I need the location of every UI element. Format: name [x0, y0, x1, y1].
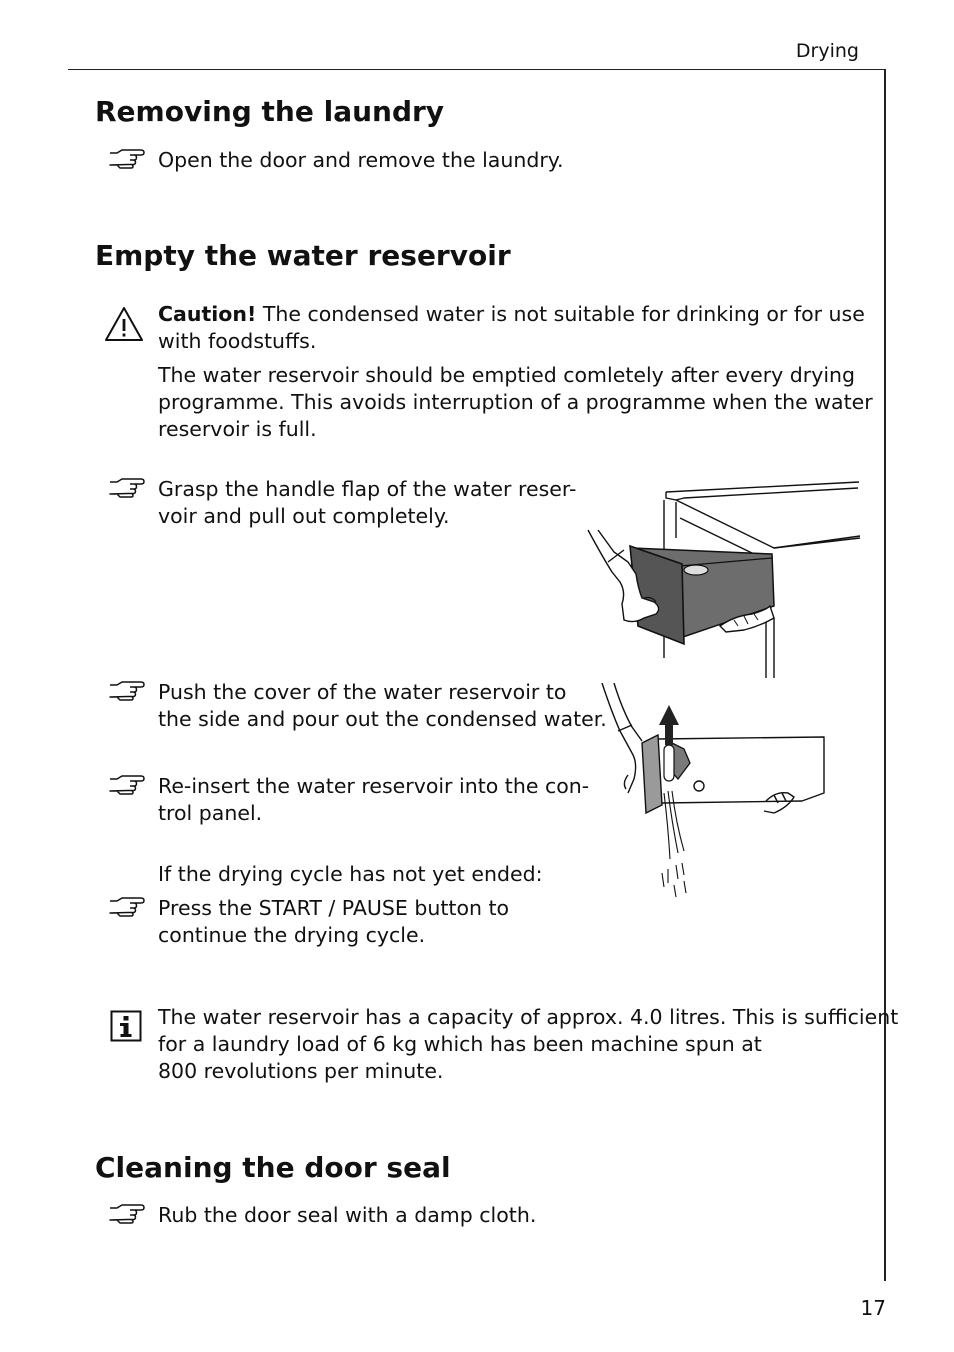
reservoir-step-4-line-2: continue the drying cycle. [158, 923, 426, 947]
reservoir-step-3-line-1: Re-insert the water reservoir into the con- [158, 774, 590, 798]
reservoir-step-3-line-2: trol panel. [158, 801, 263, 825]
caution-line-2: with foodstuffs. [158, 329, 317, 353]
margin-rule [884, 69, 886, 1281]
warning-triangle-icon [104, 306, 144, 342]
info-line-3: 800 revolutions per minute. [158, 1059, 444, 1083]
pointing-hand-icon [108, 897, 146, 917]
info-icon [110, 1010, 142, 1042]
reservoir-step-2-line-1: Push the cover of the water reservoir to [158, 680, 567, 704]
pointing-hand-icon [108, 149, 146, 169]
door-seal-step-1: Rub the door seal with a damp cloth. [158, 1203, 537, 1227]
pointing-hand-icon [108, 681, 146, 701]
section-title-removing-laundry: Removing the laundry [95, 95, 445, 128]
pointing-hand-icon [108, 775, 146, 795]
pull-out-reservoir-illustration [584, 478, 862, 678]
header-section-title: Drying [795, 40, 859, 62]
section-title-empty-reservoir: Empty the water reservoir [95, 239, 511, 272]
caution-label: Caution! [158, 302, 257, 326]
page-number: 17 [860, 1296, 886, 1320]
drying-cycle-condition: If the drying cycle has not yet ended: [158, 862, 543, 886]
pour-out-water-illustration [598, 683, 830, 903]
section-title-door-seal: Cleaning the door seal [95, 1151, 451, 1184]
removing-step-1: Open the door and remove the laundry. [158, 148, 564, 172]
reservoir-step-1-line-1: Grasp the handle flap of the water reser- [158, 477, 577, 501]
caution-text: The condensed water is not suitable for drinking or for use [256, 302, 865, 326]
reservoir-step-4-line-1: Press the START / PAUSE button to [158, 896, 510, 920]
note-line-2: programme. This avoids interruption of a programme when the water [158, 390, 873, 414]
note-line-3: reservoir is full. [158, 417, 317, 441]
caution-line-1 [158, 301, 865, 328]
reservoir-step-1-line-2: voir and pull out completely. [158, 504, 450, 528]
pointing-hand-icon [108, 1204, 146, 1224]
info-line-2: for a laundry load of 6 kg which has been machine spun at [158, 1032, 762, 1056]
info-line-1: The water reservoir has a capacity of approx. 4.0 litres. This is sufficient [158, 1005, 899, 1029]
header-rule [68, 69, 886, 70]
reservoir-step-2-line-2: the side and pour out the condensed water. [158, 707, 607, 731]
note-line-1: The water reservoir should be emptied comletely after every drying [158, 363, 856, 387]
pointing-hand-icon [108, 478, 146, 498]
